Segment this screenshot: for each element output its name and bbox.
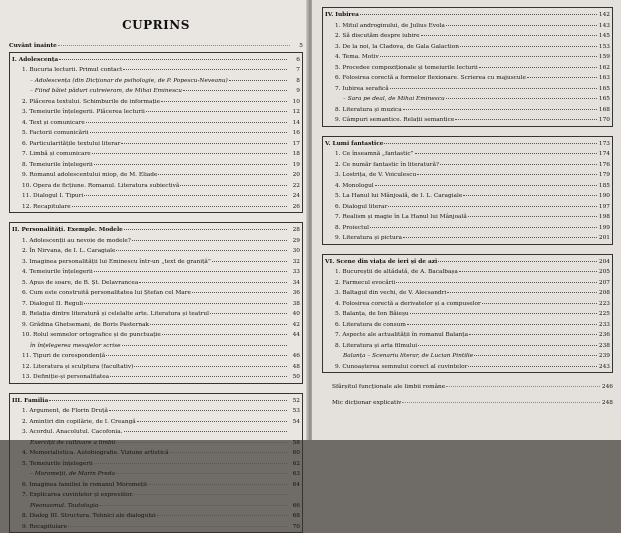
leader-dots <box>49 394 287 401</box>
toc-page-number: 46 <box>288 353 300 361</box>
toc-section <box>9 52 303 214</box>
toc-entry-title: 9. Literatura și pictura <box>335 235 402 243</box>
toc-page-number: 16 <box>288 130 300 138</box>
spacer <box>322 248 613 253</box>
toc-page-number: 8 <box>288 78 300 86</box>
toc-entry-title: 7. Iubirea serafică <box>335 86 389 94</box>
toc-entry-title: IV. Iubirea <box>325 12 359 20</box>
toc-page-number: 239 <box>598 353 610 361</box>
toc-entry[interactable] <box>12 201 300 212</box>
toc-entry-title: 2. Farmecul evocării <box>335 280 395 288</box>
leader-dots <box>94 265 287 272</box>
toc-entry-title: 3. Imaginea personalității lui Eminescu într-un „text de graniță” <box>22 259 211 267</box>
toc-entry-title: 8. Relația dintre literatură și celelalte arte. Literatura și teatrul <box>22 311 209 319</box>
toc-page-number: 173 <box>598 141 610 149</box>
leader-dots <box>158 168 287 175</box>
leader-dots <box>86 116 287 123</box>
toc-entry-title: 2. Amintiri din copilărie, de I. Creangă <box>22 419 136 427</box>
leader-dots <box>99 499 287 506</box>
toc-entry-title: 5. Balanța, de Ion Băieșu <box>335 311 409 319</box>
toc-entry-title: III. Familia <box>12 398 48 406</box>
leader-dots <box>446 92 597 99</box>
toc-entry-title: 4. Folosirea corectă a derivatelor și a compuselor <box>335 301 481 309</box>
toc-entry-title: 3. De la noi, la Cladova, de Gala Galaction <box>335 44 459 52</box>
toc-entry-title: VI. Scene din viața de ieri și de azi <box>325 259 437 267</box>
toc-entry-title: 3. Baltagul din vechi, de V. Alecsandri <box>335 290 446 298</box>
leader-dots <box>150 318 287 325</box>
toc-entry-title: 9. Romanul adolescentului miop, de M. Eliade <box>22 172 157 180</box>
leader-dots <box>122 339 288 346</box>
toc-page-number: 248 <box>601 400 613 408</box>
leader-dots <box>116 467 287 474</box>
toc-entry-title: 8. Dialog III. Structura. Tehnici ale dialogului <box>22 513 156 521</box>
leader-dots <box>123 63 287 70</box>
leader-dots <box>407 318 597 325</box>
toc-entry-title: 3. Temeiurile înțelegerii. Plăcerea lecturii <box>22 109 145 117</box>
leader-dots <box>72 200 287 207</box>
leader-dots <box>469 328 597 335</box>
toc-page-number: 208 <box>598 290 610 298</box>
toc-entry-title: 13. Definiție-și personalitatea <box>22 374 109 382</box>
toc-entry-title: 6. Particularitățile textului literar <box>22 141 120 149</box>
leader-dots <box>59 53 287 60</box>
toc-entry-title: 12. Recapitulare <box>22 204 71 212</box>
toc-entry-title: 10. Opera de ficțiune. Romanul. Literatura subiectivă <box>22 183 179 191</box>
toc-entry-title: 7. Aspecte ale actualității în romanul Balanța <box>335 332 468 340</box>
leader-dots <box>380 50 597 57</box>
toc-page-number: 14 <box>288 120 300 128</box>
toc-page-number: 174 <box>598 151 610 159</box>
leader-dots <box>90 126 287 133</box>
leader-dots <box>360 8 597 15</box>
leader-dots <box>455 113 597 120</box>
leader-dots <box>157 509 287 516</box>
toc-page-number: 185 <box>598 183 610 191</box>
toc-page-number: 198 <box>598 214 610 222</box>
toc-entry-title: 8. Literatura și arta filmului <box>335 343 417 351</box>
leader-dots <box>410 307 597 314</box>
toc-page-number: 5 <box>291 43 303 51</box>
toc-page-number: 143 <box>598 23 610 31</box>
toc-entry-title: Pleonasmul. Tautologia <box>30 503 98 511</box>
toc-entry-title: 4. Tema. Motiv <box>335 54 379 62</box>
toc-page-number: 168 <box>598 107 610 115</box>
toc-page-number: 165 <box>598 86 610 94</box>
leader-dots <box>137 415 287 422</box>
leader-dots <box>459 265 597 272</box>
leader-dots <box>384 137 597 144</box>
toc-entry-title: 1. Bucuria lecturii. Primul contact <box>22 67 122 75</box>
toc-page-number: 205 <box>598 269 610 277</box>
leader-dots <box>229 74 287 81</box>
leader-dots <box>192 286 287 293</box>
toc-entry-title: 1. Argument, de Florin Druță <box>22 408 108 416</box>
leader-dots <box>527 71 597 78</box>
leader-dots <box>390 82 597 89</box>
leader-dots <box>479 61 597 68</box>
toc-entry-title: 4. Temeiurile înțelegerii <box>22 269 93 277</box>
leader-dots <box>170 446 287 453</box>
toc-page-number: 6 <box>288 57 300 65</box>
toc-page-number: 66 <box>288 503 300 511</box>
toc-entry-title: 3. Lostrița, de V. Voiculescu <box>335 172 416 180</box>
toc-page-number: 63 <box>288 471 300 479</box>
toc-entry[interactable] <box>322 381 613 392</box>
toc-page-number: 68 <box>288 513 300 521</box>
leader-dots <box>460 40 597 47</box>
toc-entry-title: 1. Adolescenții au nevoie de modele? <box>22 238 131 246</box>
toc-page-number: 52 <box>288 398 300 406</box>
toc-entry-title: – Moromeții, de Marin Preda <box>30 471 115 479</box>
toc-entry-title: Sfârșitul funcționale ale limbii române <box>332 384 445 392</box>
right-page <box>312 0 621 440</box>
leader-dots <box>110 370 287 377</box>
toc-entry-title: 5. La Hanul lui Mânjoală, de I. L. Caragiale <box>335 193 462 201</box>
toc-entry-title: 1. Bucureștii de altădată, de A. Bacalbașa <box>335 269 458 277</box>
toc-page-number: 38 <box>288 301 300 309</box>
toc-entry-title: 7. Realism și magie în La Hanul lui Mânjoală <box>335 214 467 222</box>
toc-page-number: 50 <box>288 374 300 382</box>
toc-page-number: 142 <box>598 12 610 20</box>
toc-entry-title: 9. Cunoașterea semnului corect al cuvintelor <box>335 364 467 372</box>
toc-page-number: 32 <box>288 259 300 267</box>
toc-entry-title: 2. Ce număr fantastic în literatură? <box>335 162 439 170</box>
toc-entry-title: 5. Procedee compoziționale și temeiurile lecturii <box>335 65 478 73</box>
leader-dots <box>421 29 597 36</box>
toc-entry-title: Balanța – Scenariu literar, de Lucian Pintilie <box>343 353 473 361</box>
toc-page-number: 223 <box>598 301 610 309</box>
toc-page-number: 197 <box>598 204 610 212</box>
leader-dots <box>415 147 597 154</box>
toc-page-number: 53 <box>288 408 300 416</box>
toc-entry-title: 11. Dialogul I. Tipuri <box>22 193 83 201</box>
toc-entry-title: 1. Mitul androginului, de Julius Evola <box>335 23 445 31</box>
spacer <box>9 387 303 392</box>
toc-page-number: 165 <box>598 96 610 104</box>
toc-page-number: 33 <box>288 269 300 277</box>
leader-dots <box>417 168 597 175</box>
toc-entry-title: II. Personalități. Exemple. Modele <box>12 227 123 235</box>
leader-dots <box>396 276 597 283</box>
leader-dots <box>148 478 287 485</box>
leader-dots <box>134 488 287 495</box>
toc-entry-title: Exerciții de cultivare a limbii <box>30 440 115 448</box>
toc-section <box>9 393 303 533</box>
toc-entry[interactable] <box>12 371 300 382</box>
toc-entry-title: 6. Folosirea corectă a formelor flexionare. Scrierea cu majuscule <box>335 75 526 83</box>
leader-dots <box>438 255 597 262</box>
toc-page-number: 26 <box>288 204 300 212</box>
leader-dots <box>132 234 287 241</box>
leader-dots <box>183 84 287 91</box>
toc-chapter[interactable] <box>9 40 303 51</box>
leader-dots <box>94 158 287 165</box>
toc-entry-title: 4. Text și comunicare <box>22 120 85 128</box>
toc-entry[interactable] <box>12 521 300 532</box>
toc-page-number: 9 <box>288 88 300 96</box>
toc-left <box>9 40 303 533</box>
toc-entry-title: 12. Literatura și sculptura (facultativ) <box>22 364 133 372</box>
leader-dots <box>124 223 287 230</box>
toc-right <box>322 7 613 407</box>
toc-page-number: 60 <box>288 450 300 458</box>
leader-dots <box>161 95 287 102</box>
toc-entry-title: Mic dicționar explicativ <box>332 400 401 408</box>
toc-entry-title: – Adolescența (din Dicționar de psihologie, de P. Popescu-Neveanu) <box>30 78 228 86</box>
toc-entry-title: I. Adolescența <box>12 57 58 65</box>
toc-page-number: 233 <box>598 322 610 330</box>
toc-page-number: 58 <box>288 440 300 448</box>
toc-entry-title: 10. Rolul semnelor ortografice și de punctuație <box>22 332 161 340</box>
leader-dots <box>134 360 287 367</box>
leader-dots <box>446 19 597 26</box>
toc-page-number: 204 <box>598 259 610 267</box>
left-page <box>0 0 309 440</box>
toc-entry[interactable] <box>325 114 610 125</box>
leader-dots <box>446 380 600 387</box>
toc-entry-title: 8. Temeiurile înțelegerii <box>22 162 93 170</box>
toc-entry-title: 9. Grădina Ghetsemani, de Boris Pasternak <box>22 322 149 330</box>
leader-dots <box>139 276 287 283</box>
toc-section <box>322 136 613 245</box>
toc-entry-title: 11. Tipuri de corespondență <box>22 353 105 361</box>
leader-dots <box>463 189 597 196</box>
toc-entry-title: 8. Literatura și muzica <box>335 107 402 115</box>
toc-entry-title: 5. Apus de soare, de B. Șt. Delavrancea <box>22 280 138 288</box>
leader-dots <box>124 425 287 432</box>
toc-page-number: 159 <box>598 54 610 62</box>
toc-page-number: 70 <box>288 524 300 532</box>
toc-page-number: 10 <box>288 99 300 107</box>
toc-page-number: 243 <box>598 364 610 372</box>
toc-page-number: 29 <box>288 238 300 246</box>
toc-page-number: 64 <box>288 482 300 490</box>
leader-dots <box>388 200 597 207</box>
toc-entry-title: 5. Temeiurile înțelegerii <box>22 461 93 469</box>
toc-section <box>322 7 613 127</box>
leader-dots <box>468 360 597 367</box>
leader-dots <box>94 457 287 464</box>
leader-dots <box>482 297 597 304</box>
leader-dots <box>370 221 597 228</box>
toc-section <box>9 222 303 384</box>
leader-dots <box>474 349 597 356</box>
toc-page-number: 170 <box>598 117 610 125</box>
toc-page-number: 48 <box>288 364 300 372</box>
toc-page-number: 36 <box>288 290 300 298</box>
toc-page-number: 24 <box>288 193 300 201</box>
toc-page-number: 163 <box>598 75 610 83</box>
leader-dots <box>402 396 600 403</box>
toc-page-number: 246 <box>601 384 613 392</box>
toc-page-number: 22 <box>288 183 300 191</box>
leader-dots <box>468 210 597 217</box>
leader-dots <box>440 158 597 165</box>
toc-page-number: 176 <box>598 162 610 170</box>
leader-dots <box>180 179 287 186</box>
toc-page-number: 145 <box>598 33 610 41</box>
leader-dots <box>375 179 597 186</box>
leader-dots <box>447 286 597 293</box>
leader-dots <box>210 307 287 314</box>
leader-dots <box>116 436 287 443</box>
leader-dots <box>146 105 287 112</box>
leader-dots <box>212 255 287 262</box>
page-title: CUPRINS <box>9 18 303 32</box>
leader-dots <box>58 39 290 46</box>
toc-entry-title: 2. Plăcerea textului. Schimburile de informație <box>22 99 160 107</box>
toc-page-number: 17 <box>288 141 300 149</box>
toc-page-number: 20 <box>288 172 300 180</box>
toc-entry-title: 7. Explicarea cuvintelor și expresiilor. <box>22 492 133 500</box>
toc-entry-title: 6. Literatura de consum <box>335 322 406 330</box>
toc-entry-title: 4. Memorialistica. Autobiografie. Viziune artistică <box>22 450 169 458</box>
toc-entry[interactable] <box>325 361 610 372</box>
toc-entry-title: 7. Dialogul II. Reguli <box>22 301 83 309</box>
toc-page-number: 199 <box>598 225 610 233</box>
leader-dots <box>116 244 287 251</box>
toc-page-number: 153 <box>598 44 610 52</box>
toc-page-number: 19 <box>288 162 300 170</box>
toc-entry-title: în înțelegerea mesajelor scrise <box>30 343 121 351</box>
toc-entry-title: 8. Proiectul <box>335 225 369 233</box>
toc-page-number: 201 <box>598 235 610 243</box>
toc-page-number: 225 <box>598 311 610 319</box>
leader-dots <box>403 103 597 110</box>
toc-entry-title: 5. Factorii comunicării <box>22 130 89 138</box>
toc-entry-title: 2. În Nirvana, de I. L. Caragiale <box>22 248 115 256</box>
toc-entry-title: – Sara pe deal, de Mihai Eminescu <box>343 96 445 104</box>
toc-entry-title: Cuvânt înainte <box>9 43 57 51</box>
leader-dots <box>418 339 597 346</box>
toc-section <box>322 254 613 374</box>
toc-entry-title: 3. Acordul. Anacolutul. Cacofonia. <box>22 429 123 437</box>
toc-page-number: 162 <box>598 65 610 73</box>
toc-page-number: 34 <box>288 280 300 288</box>
toc-page-number: 44 <box>288 332 300 340</box>
toc-entry-title: 6. Dialogul literar <box>335 204 387 212</box>
toc-entry-title: 9. Recapitulare <box>22 524 67 532</box>
toc-entry-title: – Fiind băiet păduri cutreieram, de Mihai Eminescu <box>30 88 182 96</box>
toc-entry-title: 6. Cum este construită personalitatea lui Ștefan cel Mare <box>22 290 191 298</box>
toc-page-number: 238 <box>598 343 610 351</box>
toc-page-number: 42 <box>288 322 300 330</box>
toc-page-number: 190 <box>598 193 610 201</box>
leader-dots <box>162 328 287 335</box>
toc-page-number: 54 <box>288 419 300 427</box>
toc-page-number: 7 <box>288 67 300 75</box>
leader-dots <box>84 189 287 196</box>
toc-entry-title: 4. Monologul <box>335 183 374 191</box>
toc-page-number: 30 <box>288 248 300 256</box>
toc-page-number: 40 <box>288 311 300 319</box>
toc-entry-title: V. Lumi fantastice <box>325 141 383 149</box>
toc-entry[interactable] <box>325 232 610 243</box>
toc-entry-title: 1. Ce înseamnă „fantastic” <box>335 151 414 159</box>
toc-entry-title: 7. Limbă și comunicare <box>22 151 91 159</box>
toc-page-number: 236 <box>598 332 610 340</box>
toc-entry-title: 2. Să discutăm despre iubire <box>335 33 420 41</box>
toc-entry-title: 6. Imaginea familiei în romanul Moromeții <box>22 482 147 490</box>
leader-dots <box>121 137 287 144</box>
leader-dots <box>84 297 287 304</box>
toc-page-number: 12 <box>288 109 300 117</box>
spacer <box>9 216 303 221</box>
toc-page-number: 28 <box>288 227 300 235</box>
leader-dots <box>92 147 287 154</box>
leader-dots <box>403 231 597 238</box>
toc-entry[interactable] <box>322 397 613 408</box>
toc-page-number: 62 <box>288 461 300 469</box>
toc-page-number: 207 <box>598 280 610 288</box>
leader-dots <box>106 349 287 356</box>
toc-entry-title: 9. Câmpuri semantice. Relații semantice <box>335 117 454 125</box>
leader-dots <box>68 520 287 527</box>
spacer <box>322 130 613 135</box>
toc-page-number: 179 <box>598 172 610 180</box>
toc-page-number: 18 <box>288 151 300 159</box>
leader-dots <box>109 404 287 411</box>
